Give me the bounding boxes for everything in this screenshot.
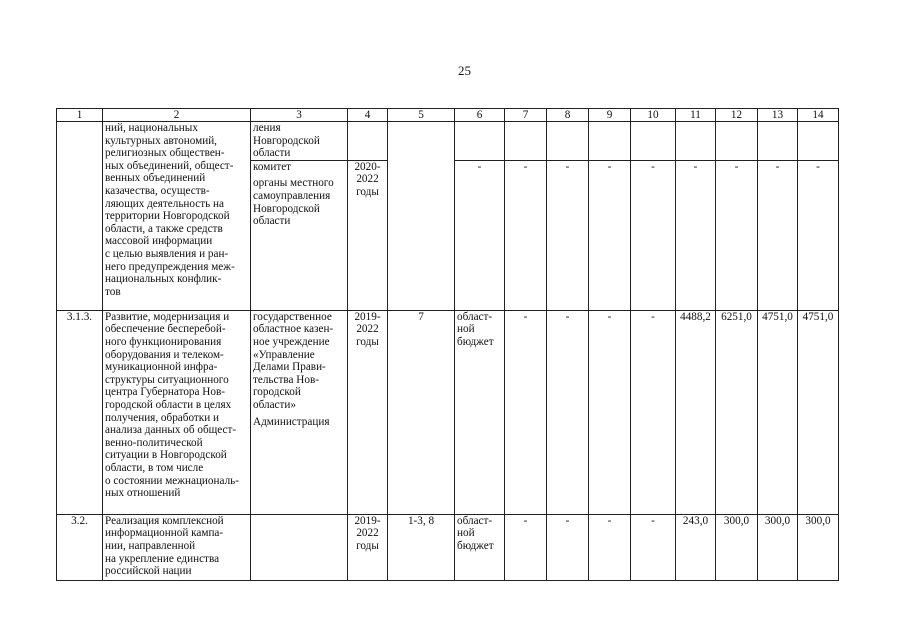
executor-name: комитет	[253, 160, 292, 173]
value-cell: 4751,0	[798, 310, 839, 514]
value-cell: -	[798, 160, 839, 310]
target-cell	[388, 122, 455, 311]
value-cell: 300,0	[716, 514, 758, 580]
value-cell: -	[631, 160, 676, 310]
row-number: 3.1.3.	[57, 310, 103, 514]
program-table	[56, 108, 839, 581]
executor-name: государственное областное казен- ное учреждение «Управление Делами Прави- тельства Нов- городской области»	[253, 310, 334, 411]
header-cell: 12	[716, 109, 758, 122]
value-cell: -	[716, 160, 758, 310]
value-cell: 4488,2	[676, 310, 716, 514]
header-cell: 7	[505, 109, 547, 122]
value-cell: -	[505, 160, 547, 310]
years-cell: 2019- 2022 годы	[348, 514, 388, 580]
value-cell: -	[589, 160, 631, 310]
value-cell	[589, 122, 631, 161]
value-cell	[547, 122, 589, 161]
value-cell: -	[676, 160, 716, 310]
header-cell: 14	[798, 109, 839, 122]
value-cell	[798, 122, 839, 161]
header-cell: 8	[547, 109, 589, 122]
value-cell	[758, 122, 798, 161]
value-cell: -	[631, 514, 676, 580]
value-cell: -	[547, 310, 589, 514]
measure-description: Реализация комплексной информационной кампа- нии, направленной на укрепление единства российской нации	[103, 514, 251, 580]
years-cell	[348, 122, 388, 161]
table-row	[57, 310, 839, 514]
value-cell: 6251,0	[716, 310, 758, 514]
executor-cell	[251, 514, 348, 580]
years-cell: 2019- 2022 годы	[348, 310, 388, 514]
header-cell: 5	[388, 109, 455, 122]
value-cell	[505, 122, 547, 161]
table-row	[57, 122, 839, 161]
header-cell: 10	[631, 109, 676, 122]
value-cell: -	[589, 514, 631, 580]
value-cell: 300,0	[798, 514, 839, 580]
header-cell: 2	[103, 109, 251, 122]
value-cell	[631, 122, 676, 161]
funding-source: област- ной бюджет	[455, 514, 505, 580]
value-cell: -	[547, 514, 589, 580]
target-cell: 1-3, 8	[388, 514, 455, 580]
value-cell: -	[589, 310, 631, 514]
header-cell: 6	[455, 109, 505, 122]
target-cell: 7	[388, 310, 455, 514]
years-cell: 2020- 2022 годы	[348, 160, 388, 310]
executor-cell	[251, 310, 348, 514]
header-cell: 11	[676, 109, 716, 122]
row-number	[57, 122, 103, 311]
executor-cell: ления Новгородской области	[251, 122, 348, 161]
measure-description: ний, национальных культурных автономий, религиозных обществен- ных объединений, общест- венных объединений казачества, осуществ- ляющих деятельность на территории Новгородской области, а также средств массовой информации с целью выявления и ран- него предупреждения меж- национальных конфлик- тов	[103, 122, 251, 311]
value-cell: -	[455, 160, 505, 310]
header-cell: 4	[348, 109, 388, 122]
value-cell: 300,0	[758, 514, 798, 580]
value-cell: -	[505, 514, 547, 580]
funding-source: област- ной бюджет	[455, 310, 505, 514]
header-cell: 3	[251, 109, 348, 122]
value-cell	[676, 122, 716, 161]
page-number: 25	[458, 63, 471, 78]
value-cell	[716, 122, 758, 161]
row-number: 3.2.	[57, 514, 103, 580]
value-cell	[455, 122, 505, 161]
header-cell: 13	[758, 109, 798, 122]
value-cell: -	[547, 160, 589, 310]
measure-description: Развитие, модернизация и обеспечение бесперебой- ного функционирования оборудования и телеком- муникационной инфра- структуры ситуационного центра Губернатора Нов- городской области в целях получения, обработки и анализа данных об общест- венно-политической ситуации в Новгородской области, в том числе о состоянии межнациональ- ных отношений	[103, 310, 251, 514]
table-row	[57, 514, 839, 580]
header-cell: 1	[57, 109, 103, 122]
value-cell: -	[505, 310, 547, 514]
value-cell: -	[631, 310, 676, 514]
executor-cell	[251, 160, 348, 310]
value-cell: -	[758, 160, 798, 310]
header-cell: 9	[589, 109, 631, 122]
value-cell: 4751,0	[758, 310, 798, 514]
header-row	[57, 109, 839, 122]
executor-name: Администрация	[253, 415, 330, 428]
value-cell: 243,0	[676, 514, 716, 580]
executor-name: органы местного самоуправления Новгородской области	[253, 177, 334, 228]
